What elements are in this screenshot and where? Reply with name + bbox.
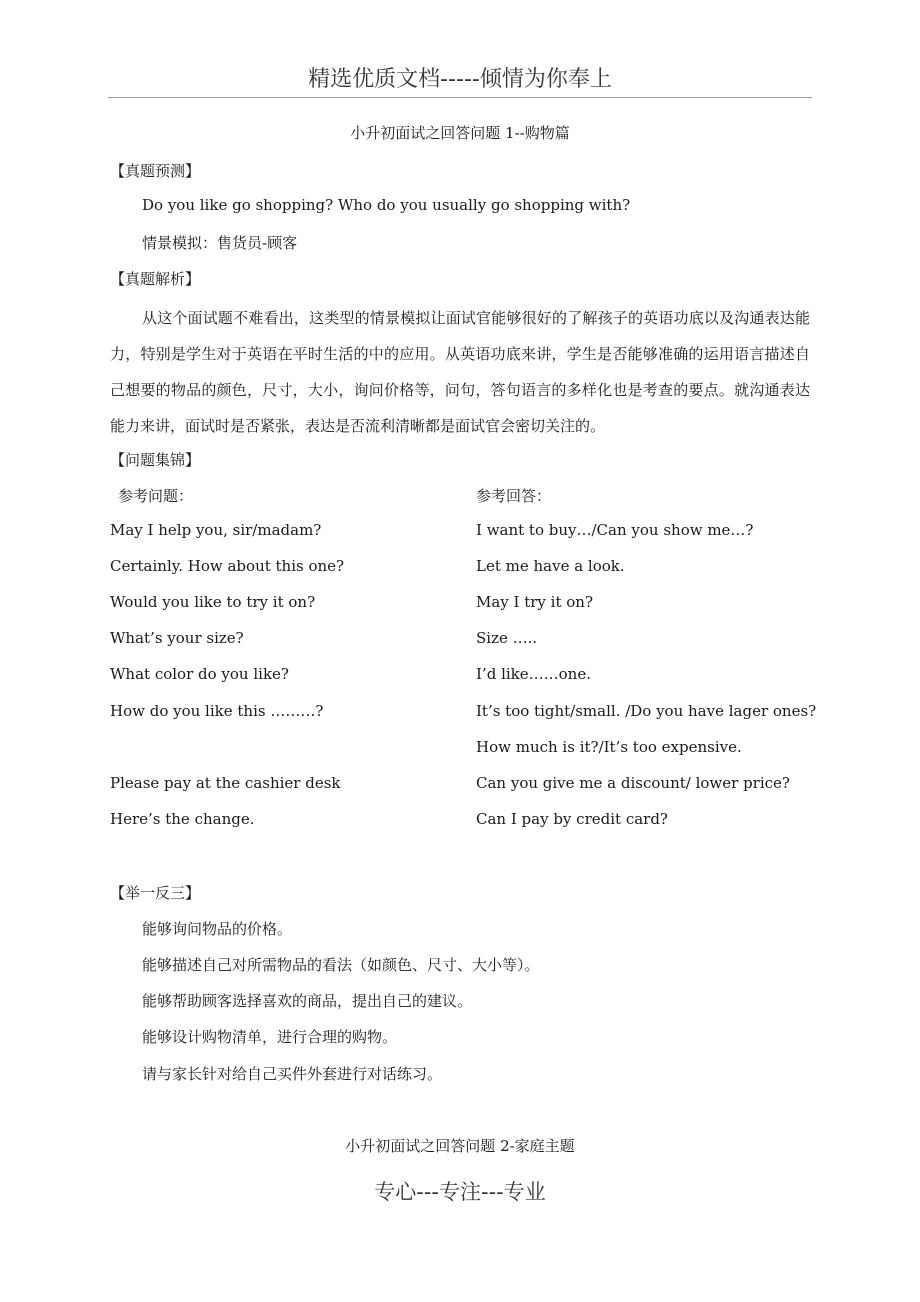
- extend-item-2: 能够描述自己对所需物品的看法（如颜色、尺寸、大小等）。: [142, 956, 540, 974]
- question-row-9: Here’s the change.: [110, 810, 255, 828]
- question-row-4: What’s your size?: [110, 629, 244, 647]
- predict-question: Do you like go shopping? Who do you usually go shopping with?: [142, 196, 631, 214]
- heading-extend: 【举一反三】: [110, 884, 201, 902]
- heading-analysis: 【真题解析】: [110, 270, 201, 288]
- predict-scenario: 情景模拟：售货员-顾客: [142, 234, 298, 252]
- document-title: 小升初面试之回答问题 1--购物篇: [350, 124, 570, 142]
- header-divider: [108, 97, 812, 98]
- question-row-2: Certainly. How about this one?: [110, 557, 345, 575]
- question-row-6: How do you like this ………?: [110, 702, 324, 720]
- extend-item-3: 能够帮助顾客选择喜欢的商品，提出自己的建议。: [142, 992, 473, 1010]
- question-row-8: Please pay at the cashier desk: [110, 774, 341, 792]
- answer-row-1: I want to buy…/Can you show me…?: [476, 521, 754, 539]
- answer-row-2: Let me have a look.: [476, 557, 625, 575]
- question-row-1: May I help you, sir/madam?: [110, 521, 322, 539]
- questions-right-header: 参考回答：: [476, 487, 552, 505]
- next-document-title: 小升初面试之回答问题 2-家庭主题: [345, 1137, 575, 1155]
- page-footer: 专心---专注---专业: [374, 1180, 546, 1204]
- questions-left-header: 参考问题：: [118, 487, 194, 505]
- answer-row-8: Can you give me a discount/ lower price?: [476, 774, 790, 792]
- analysis-paragraph: 从这个面试题不难看出，这类型的情景模拟让面试官能够很好的了解孩子的英语功底以及沟通表达能力，特别是学生对于英语在平时生活的中的应用。从英语功底来讲，学生是否能够准确的运用语言描述自己想要的物品的颜色，尺寸，大小，询问价格等，问句，答句语言的多样化也是考查的要点。就沟通表达能力来讲，面试时是否紧张，表达是否流利清晰都是面试官会密切关注的。: [110, 309, 810, 435]
- heading-questions: 【问题集锦】: [110, 451, 201, 469]
- heading-predict: 【真题预测】: [110, 162, 201, 180]
- answer-row-4: Size …..: [476, 629, 538, 647]
- question-row-5: What color do you like?: [110, 665, 289, 683]
- question-row-3: Would you like to try it on?: [110, 593, 316, 611]
- answer-row-5: I’d like……one.: [476, 665, 591, 683]
- answer-row-3: May I try it on?: [476, 593, 594, 611]
- extend-item-4: 能够设计购物清单，进行合理的购物。: [142, 1028, 398, 1046]
- extend-item-1: 能够询问物品的价格。: [142, 920, 293, 938]
- extend-item-5: 请与家长针对给自己买件外套进行对话练习。: [142, 1065, 443, 1083]
- page-header: 精选优质文档-----倾情为你奉上: [308, 67, 612, 92]
- answer-row-6: It’s too tight/small. /Do you have lager ones?: [476, 702, 817, 720]
- answer-row-7: How much is it?/It’s too expensive.: [476, 738, 742, 756]
- answer-row-9: Can I pay by credit card?: [476, 810, 668, 828]
